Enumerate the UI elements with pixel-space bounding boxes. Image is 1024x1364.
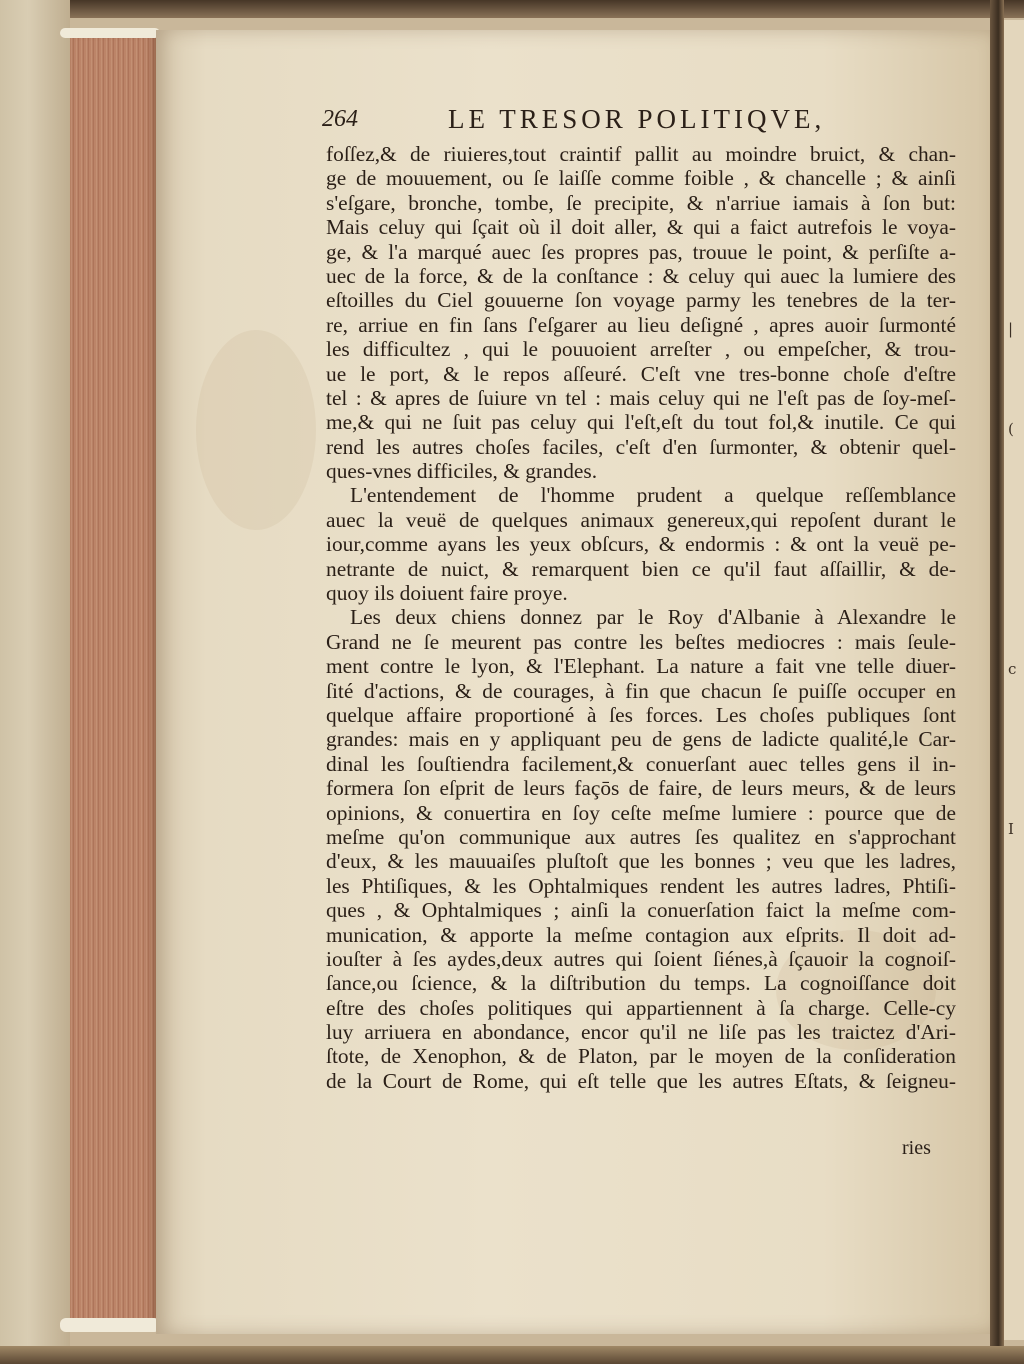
text-line: opinions, & conuertira en ſoy ceſte meſme lumiere : pource que de <box>326 800 956 825</box>
text-line: iouſter à ſes aydes,deux autres qui ſoient ſiénes,à ſçauoir la cognoiſ- <box>326 946 956 971</box>
text-line: L'entendement de l'homme prudent a quelque reſſemblance <box>350 483 956 508</box>
text-line: me,& qui ne ſuit pas celuy qui l'eſt,eſt du tout fol,& inutile. Ce qui <box>326 410 956 435</box>
facing-page-glyph: | <box>1008 320 1014 338</box>
body-text <box>326 142 956 1093</box>
text-line: iour,comme ayans les yeux obſcurs, & endormis : & ont la veuë pe- <box>326 532 956 557</box>
catchword: ries <box>902 1137 931 1159</box>
text-line: foſſez,& de riuieres,tout craintif pallit au moindre bruict, & chan- <box>326 142 956 166</box>
text-line: grandes: mais en y appliquant peu de gens de ladicte qualité,le Car- <box>326 727 956 752</box>
paper-stain <box>196 330 316 530</box>
text-line: re, arriue en fin ſans ſ'eſgarer au lieu deſigné , apres auoir ſurmonté <box>326 312 956 337</box>
facing-page-glyph: I <box>1008 820 1014 838</box>
text-line: ge de mouuement, ou ſe laiſſe comme foible , & chancelle ; & ainſi <box>326 166 956 191</box>
facing-page-glyph: ( <box>1008 420 1014 438</box>
text-line: d'eux, & les mauuaiſes pluſtoſt que les bonnes ; veu que les ladres, <box>326 849 956 874</box>
text-line: les difficultez , qui le pouuoient arreſter , ou empeſcher, & trou- <box>326 337 956 362</box>
text-line: ques , & Ophtalmiques ; ainſi la conuerſation faict la meſme com- <box>326 898 956 923</box>
page-number: 264 <box>322 106 358 132</box>
text-line: ſance,ou ſcience, & la diſtribution du temps. La cognoiſſance doit <box>326 971 956 996</box>
text-line: meſme qu'on communique aux autres ſes qualitez en s'approchant <box>326 824 956 849</box>
book-gutter <box>990 0 1004 1364</box>
text-line: quoy ils doiuent faire proye. <box>326 581 568 606</box>
text-line: eſtoilles du Ciel gouuerne ſon voyage parmy les tenebres de la ter- <box>326 288 956 313</box>
text-line: luy arriuera en abondance, encor qu'il ne liſe pas les traictez d'Ari- <box>326 1020 956 1045</box>
text-line: auec la veuë de quelques animaux genereux,qui repoſent durant le <box>326 507 956 532</box>
text-line: ques-vnes difficiles, & grandes. <box>326 459 598 484</box>
text-line: de la Court de Rome, qui eſt telle que les autres Eſtats, & ſeigneu- <box>326 1068 956 1093</box>
text-line: munication, & apporte la meſme contagion aux eſprits. Il doit ad- <box>326 922 956 947</box>
text-line: Grand ne ſe meurent pas contre les beſtes mediocres : mais ſeule- <box>326 629 956 654</box>
running-head: LE TRESOR POLITIQVE, <box>448 104 826 134</box>
text-line: les Phtiſiques, & les Ophtalmiques rendent les autres ladres, Phtiſi- <box>326 873 956 898</box>
facing-page-glyph: c <box>1008 660 1017 678</box>
text-line: netrante de nuict, & remarquent bien ce qu'il faut aſſaillir, & de- <box>326 556 956 581</box>
page-edges-top <box>60 28 160 38</box>
page-header <box>322 106 882 142</box>
text-line: Les deux chiens donnez par le Roy d'Albanie à Alexandre le <box>350 605 956 630</box>
scan-top-edge <box>0 0 1024 18</box>
facing-page-edge <box>1004 20 1024 1340</box>
text-line: dinal les ſouſtiendra facilement,& conuerſant auec telles gens il in- <box>326 751 956 776</box>
text-line: ue le port, & le repos aſſeuré. C'eſt vne tres-bonne choſe d'eſtre <box>326 361 956 386</box>
text-line: quelque affaire proportioné à ſes forces. Les choſes publiques ſont <box>326 702 956 727</box>
page-edges <box>70 30 160 1330</box>
text-line: ſtote, de Xenophon, & de Platon, par le moyen de la conſideration <box>326 1044 956 1069</box>
scan-bottom-edge <box>0 1346 1024 1364</box>
book-cover-board <box>0 0 70 1364</box>
text-line: uec de la force, & de la conſtance : & celuy qui auec la lumiere des <box>326 263 956 288</box>
text-line: ge, & l'a marqué auec ſes propres pas, trouue le point, & perſiſte a- <box>326 239 956 264</box>
text-line: ment contre le lyon, & l'Elephant. La nature a fait vne telle diuer- <box>326 654 956 679</box>
text-line: rend les autres choſes faciles, c'eſt d'en ſurmonter, & obtenir quel- <box>326 434 956 459</box>
text-line: Mais celuy qui ſçait où il doit aller, & qui a faict autrefois le voya- <box>326 215 956 240</box>
text-line: formera ſon eſprit de leurs façōs de faire, de leurs meurs, & de leurs <box>326 776 956 801</box>
text-line: s'eſgare, bronche, tombe, ſe precipite, & n'arriue iamais à ſon but: <box>326 190 956 215</box>
text-line: eſtre des choſes politiques qui appartiennent à ſa charge. Celle-cy <box>326 995 956 1020</box>
page-edges-bottom <box>60 1318 160 1332</box>
text-line: ſité d'actions, & de courages, à fin que chacun ſe puiſſe occuper en <box>326 678 956 703</box>
text-line: tel : & apres de ſuiure vn tel : mais celuy qui ne l'eſt pas de ſoy-meſ- <box>326 385 956 410</box>
